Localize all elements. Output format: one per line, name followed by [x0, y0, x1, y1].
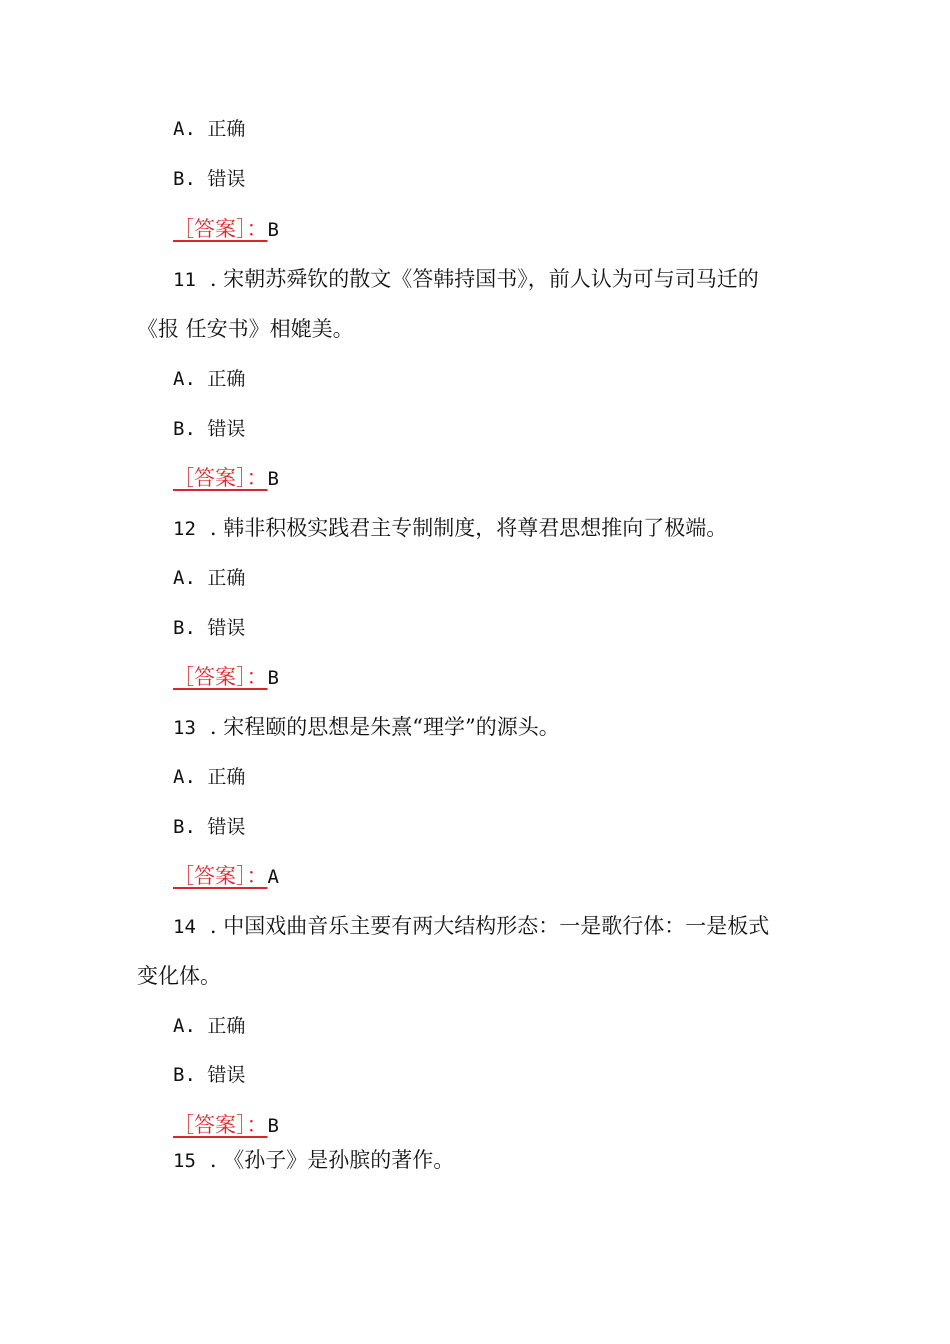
option-a: A. 正确 [173, 1015, 246, 1037]
answer-line [173, 1112, 279, 1139]
question-text: . 中国戏曲音乐主要有两大结构形态：一是歌行体：一是板式 [209, 914, 770, 938]
question-text: . 韩非积极实践君主专制制度，将尊君思想推向了极端。 [209, 516, 728, 540]
question-number: 14 [173, 916, 196, 938]
option-a: A. 正确 [173, 766, 246, 788]
option-a: A. 正确 [173, 567, 246, 589]
answer-line [173, 863, 279, 890]
question-11 [173, 266, 759, 293]
answer-label: ［答案］： [173, 466, 268, 490]
option-a: A. 正确 [173, 118, 246, 140]
option-b: B. 错误 [173, 168, 246, 190]
answer-value: B [267, 667, 279, 689]
answer-value: B [267, 468, 279, 490]
question-text: . 宋程颐的思想是朱熹“理学”的源头。 [209, 715, 560, 739]
option-b: B. 错误 [173, 617, 246, 639]
question-number: 11 [173, 269, 196, 291]
option-b: B. 错误 [173, 816, 246, 838]
question-number: 12 [173, 518, 196, 540]
option-b: B. 错误 [173, 1064, 246, 1086]
answer-line [173, 465, 279, 492]
question-number: 13 [173, 717, 196, 739]
question-text: . 《孙子》是孙膑的著作。 [209, 1148, 455, 1172]
answer-label: ［答案］： [173, 665, 268, 689]
option-b: B. 错误 [173, 418, 246, 440]
answer-label: ［答案］： [173, 1113, 268, 1137]
answer-value: B [267, 219, 279, 241]
question-text: . 宋朝苏舜钦的散文《答韩持国书》，前人认为可与司马迁的 [209, 267, 759, 291]
question-12 [173, 515, 727, 542]
answer-value: B [267, 1115, 279, 1137]
answer-label: ［答案］： [173, 864, 268, 888]
question-number: 15 [173, 1150, 196, 1172]
question-15 [173, 1147, 454, 1174]
question-13 [173, 714, 560, 741]
answer-line [173, 216, 279, 243]
answer-label: ［答案］： [173, 217, 268, 241]
question-text-continued: 《报 任安书》相媲美。 [137, 317, 354, 341]
option-a: A. 正确 [173, 368, 246, 390]
question-text-continued: 变化体。 [137, 964, 221, 988]
answer-value: A [267, 866, 279, 888]
answer-line [173, 664, 279, 691]
question-14 [173, 913, 769, 940]
